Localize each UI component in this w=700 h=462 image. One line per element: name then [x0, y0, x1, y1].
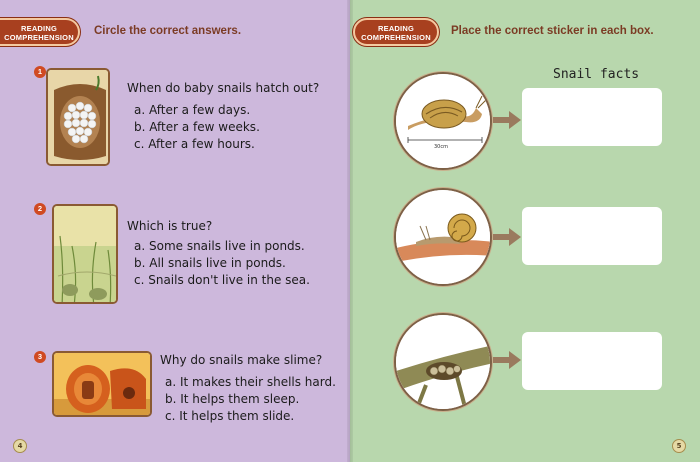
page-number-left: 4 [13, 439, 27, 453]
question-2-option-c[interactable]: c. Snails don't live in the sea. [134, 273, 310, 287]
sticker-box-2[interactable] [522, 207, 662, 265]
reading-comprehension-badge-left: READING COMPREHENSION [0, 18, 80, 46]
sticker-box-1[interactable] [522, 88, 662, 146]
question-2-options [134, 238, 310, 289]
snail-eggs-picture [46, 68, 110, 166]
question-2-option-a[interactable]: a. Some snails live in ponds. [134, 239, 305, 253]
question-3-option-b[interactable]: b. It helps them sleep. [165, 392, 300, 406]
question-1-number: 1 [34, 66, 46, 78]
question-3-options [165, 374, 336, 425]
question-1-option-a[interactable]: a. After a few days. [134, 103, 251, 117]
right-instruction: Place the correct sticker in each box. [451, 25, 654, 37]
question-1-option-b[interactable]: b. After a few weeks. [134, 120, 260, 134]
arrow-1-icon [493, 110, 521, 130]
scale-label: 30cm [434, 144, 448, 150]
arrow-3-icon [493, 350, 521, 370]
sticker-box-3[interactable] [522, 332, 662, 390]
book-gutter [347, 0, 353, 462]
snail-house-picture [52, 351, 152, 417]
snails-in-log-circle [394, 313, 492, 411]
question-1-options [134, 102, 260, 153]
question-3-option-c[interactable]: c. It helps them slide. [165, 409, 295, 423]
pond-snails-picture [52, 204, 118, 304]
question-3-text: Why do snails make slime? [160, 353, 323, 367]
question-2-text: Which is true? [127, 219, 213, 233]
question-2-number: 2 [34, 203, 46, 215]
left-instruction: Circle the correct answers. [94, 25, 242, 37]
question-1-option-c[interactable]: c. After a few hours. [134, 137, 255, 151]
reading-comprehension-badge-right: READING COMPREHENSION [353, 18, 439, 46]
question-1-text: When do baby snails hatch out? [127, 81, 320, 95]
question-3-option-a[interactable]: a. It makes their shells hard. [165, 375, 336, 389]
question-3-number: 3 [34, 351, 46, 363]
arrow-2-icon [493, 227, 521, 247]
snail-facts-title: Snail facts [553, 67, 640, 82]
snail-size-circle [394, 72, 492, 170]
snail-on-branch-circle [394, 188, 492, 286]
question-2-option-b[interactable]: b. All snails live in ponds. [134, 256, 286, 270]
page-number-right: 5 [672, 439, 686, 453]
